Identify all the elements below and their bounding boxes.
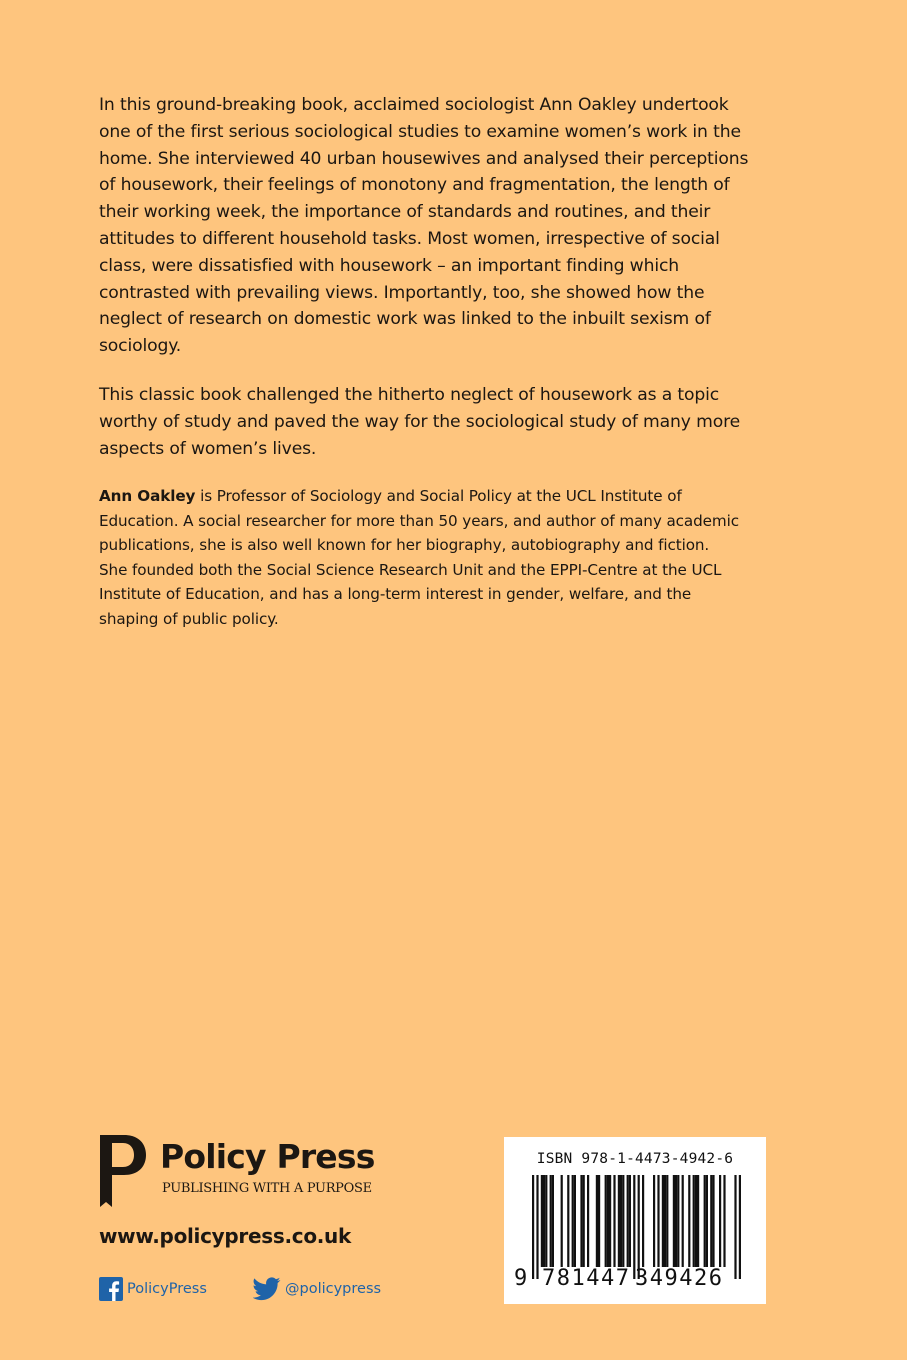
barcode-bar <box>688 1175 690 1267</box>
barcode-digits-right: 349426 <box>635 1266 724 1291</box>
barcode-bar <box>543 1175 545 1267</box>
barcode-bar <box>541 1175 543 1267</box>
barcode-bar <box>587 1175 589 1267</box>
twitter-link[interactable] <box>253 1276 381 1302</box>
barcode-bar <box>666 1175 668 1267</box>
publisher-website-link[interactable]: www.policypress.co.uk <box>99 1224 351 1248</box>
facebook-handle: PolicyPress <box>127 1281 207 1297</box>
barcode-bar <box>682 1175 684 1267</box>
barcode-bar <box>739 1175 741 1279</box>
blurb-paragraph-2: This classic book challenged the hitherto neglect of housework as a topic worthy of study and paved the way for the sociological study of many more aspects of women’s lives. <box>99 384 741 459</box>
barcode-bar <box>607 1175 609 1267</box>
barcode-digit-lead: 9 <box>514 1266 528 1291</box>
barcode-bar <box>609 1175 611 1267</box>
barcode-bar <box>734 1175 736 1279</box>
barcode-bar <box>580 1175 582 1267</box>
barcode-bar <box>545 1175 547 1267</box>
barcode-bar <box>552 1175 554 1267</box>
barcode-bar <box>677 1175 679 1267</box>
barcode-bar <box>638 1175 640 1279</box>
barcode-bar <box>719 1175 721 1267</box>
twitter-handle: @policypress <box>285 1281 382 1297</box>
barcode-bar <box>704 1175 706 1267</box>
barcode-bar <box>723 1175 725 1267</box>
barcode-bar <box>653 1175 655 1267</box>
barcode-bar <box>550 1175 552 1267</box>
barcode-bar <box>675 1175 677 1267</box>
barcode-bar <box>695 1175 697 1267</box>
twitter-icon <box>253 1277 281 1301</box>
barcode-bar <box>605 1175 607 1267</box>
barcode-bar <box>536 1175 538 1279</box>
barcode-bar <box>532 1175 534 1279</box>
barcode-bar <box>627 1175 629 1267</box>
author-name: Ann Oakley <box>99 487 196 505</box>
barcode-bar <box>618 1175 620 1267</box>
barcode-bar <box>693 1175 695 1267</box>
facebook-link[interactable] <box>99 1276 207 1302</box>
barcode-bar <box>613 1175 615 1267</box>
barcode-bar <box>633 1175 635 1279</box>
publisher-tagline: PUBLISHING WITH A PURPOSE <box>162 1181 372 1196</box>
isbn-barcode <box>504 1137 766 1304</box>
barcode-bar <box>712 1175 714 1267</box>
barcode-bar <box>572 1175 574 1267</box>
blurb-paragraph-1: In this ground-breaking book, acclaimed sociologist Ann Oakley undertook one of the first serious sociological studies to examine women’s work in the home. She interviewed 40 urban housewives and analysed their perceptions of housework, their feelings of monotony and fragmentation, the length of their working week, the importance of standards and routines, and their attitudes to different household tasks. Most women, irrespective of social class, were dissatisfied with housework – an important finding which contrasted with prevailing views. Importantly, too, she showed how the neglect of research on domestic work was linked to the inbuilt sexism of sociology. <box>99 95 749 357</box>
barcode-digits-left: 781447 <box>542 1266 631 1291</box>
barcode-bar <box>697 1175 699 1267</box>
barcode-bar <box>561 1175 563 1267</box>
barcode-bar <box>706 1175 708 1267</box>
barcode-bar <box>662 1175 664 1267</box>
barcode-bar <box>664 1175 666 1267</box>
barcode-bar <box>642 1175 644 1267</box>
policy-press-p-icon <box>96 1133 148 1209</box>
publisher-logo <box>96 1133 396 1213</box>
barcode-bar <box>583 1175 585 1267</box>
barcode-bar <box>574 1175 576 1267</box>
author-bio-text: is Professor of Sociology and Social Policy at the UCL Institute of Education. A social researcher for more than 50 years, and author of many academic publications, she is also well known for her biography, autobiography and fiction. She founded both the Social Science Research Unit and the EPPI-Centre at the UCL Institute of Education, and has a long-term interest in gender, welfare, and the shaping of public policy. <box>99 487 739 628</box>
facebook-icon <box>99 1277 123 1301</box>
barcode-bar <box>657 1175 659 1267</box>
book-blurb <box>99 92 749 462</box>
author-bio <box>99 484 739 632</box>
publisher-name: Policy Press <box>160 1137 375 1176</box>
barcode-bar <box>596 1175 598 1267</box>
barcode-bar <box>673 1175 675 1267</box>
barcode-bar <box>710 1175 712 1267</box>
barcode-bar <box>629 1175 631 1267</box>
barcode-bar <box>622 1175 624 1267</box>
barcode-bar <box>620 1175 622 1267</box>
barcode-bar <box>567 1175 569 1267</box>
isbn-label: ISBN 978-1-4473-4942-6 <box>536 1151 734 1167</box>
author-bio-paragraph <box>99 484 739 632</box>
barcode-bar <box>598 1175 600 1267</box>
